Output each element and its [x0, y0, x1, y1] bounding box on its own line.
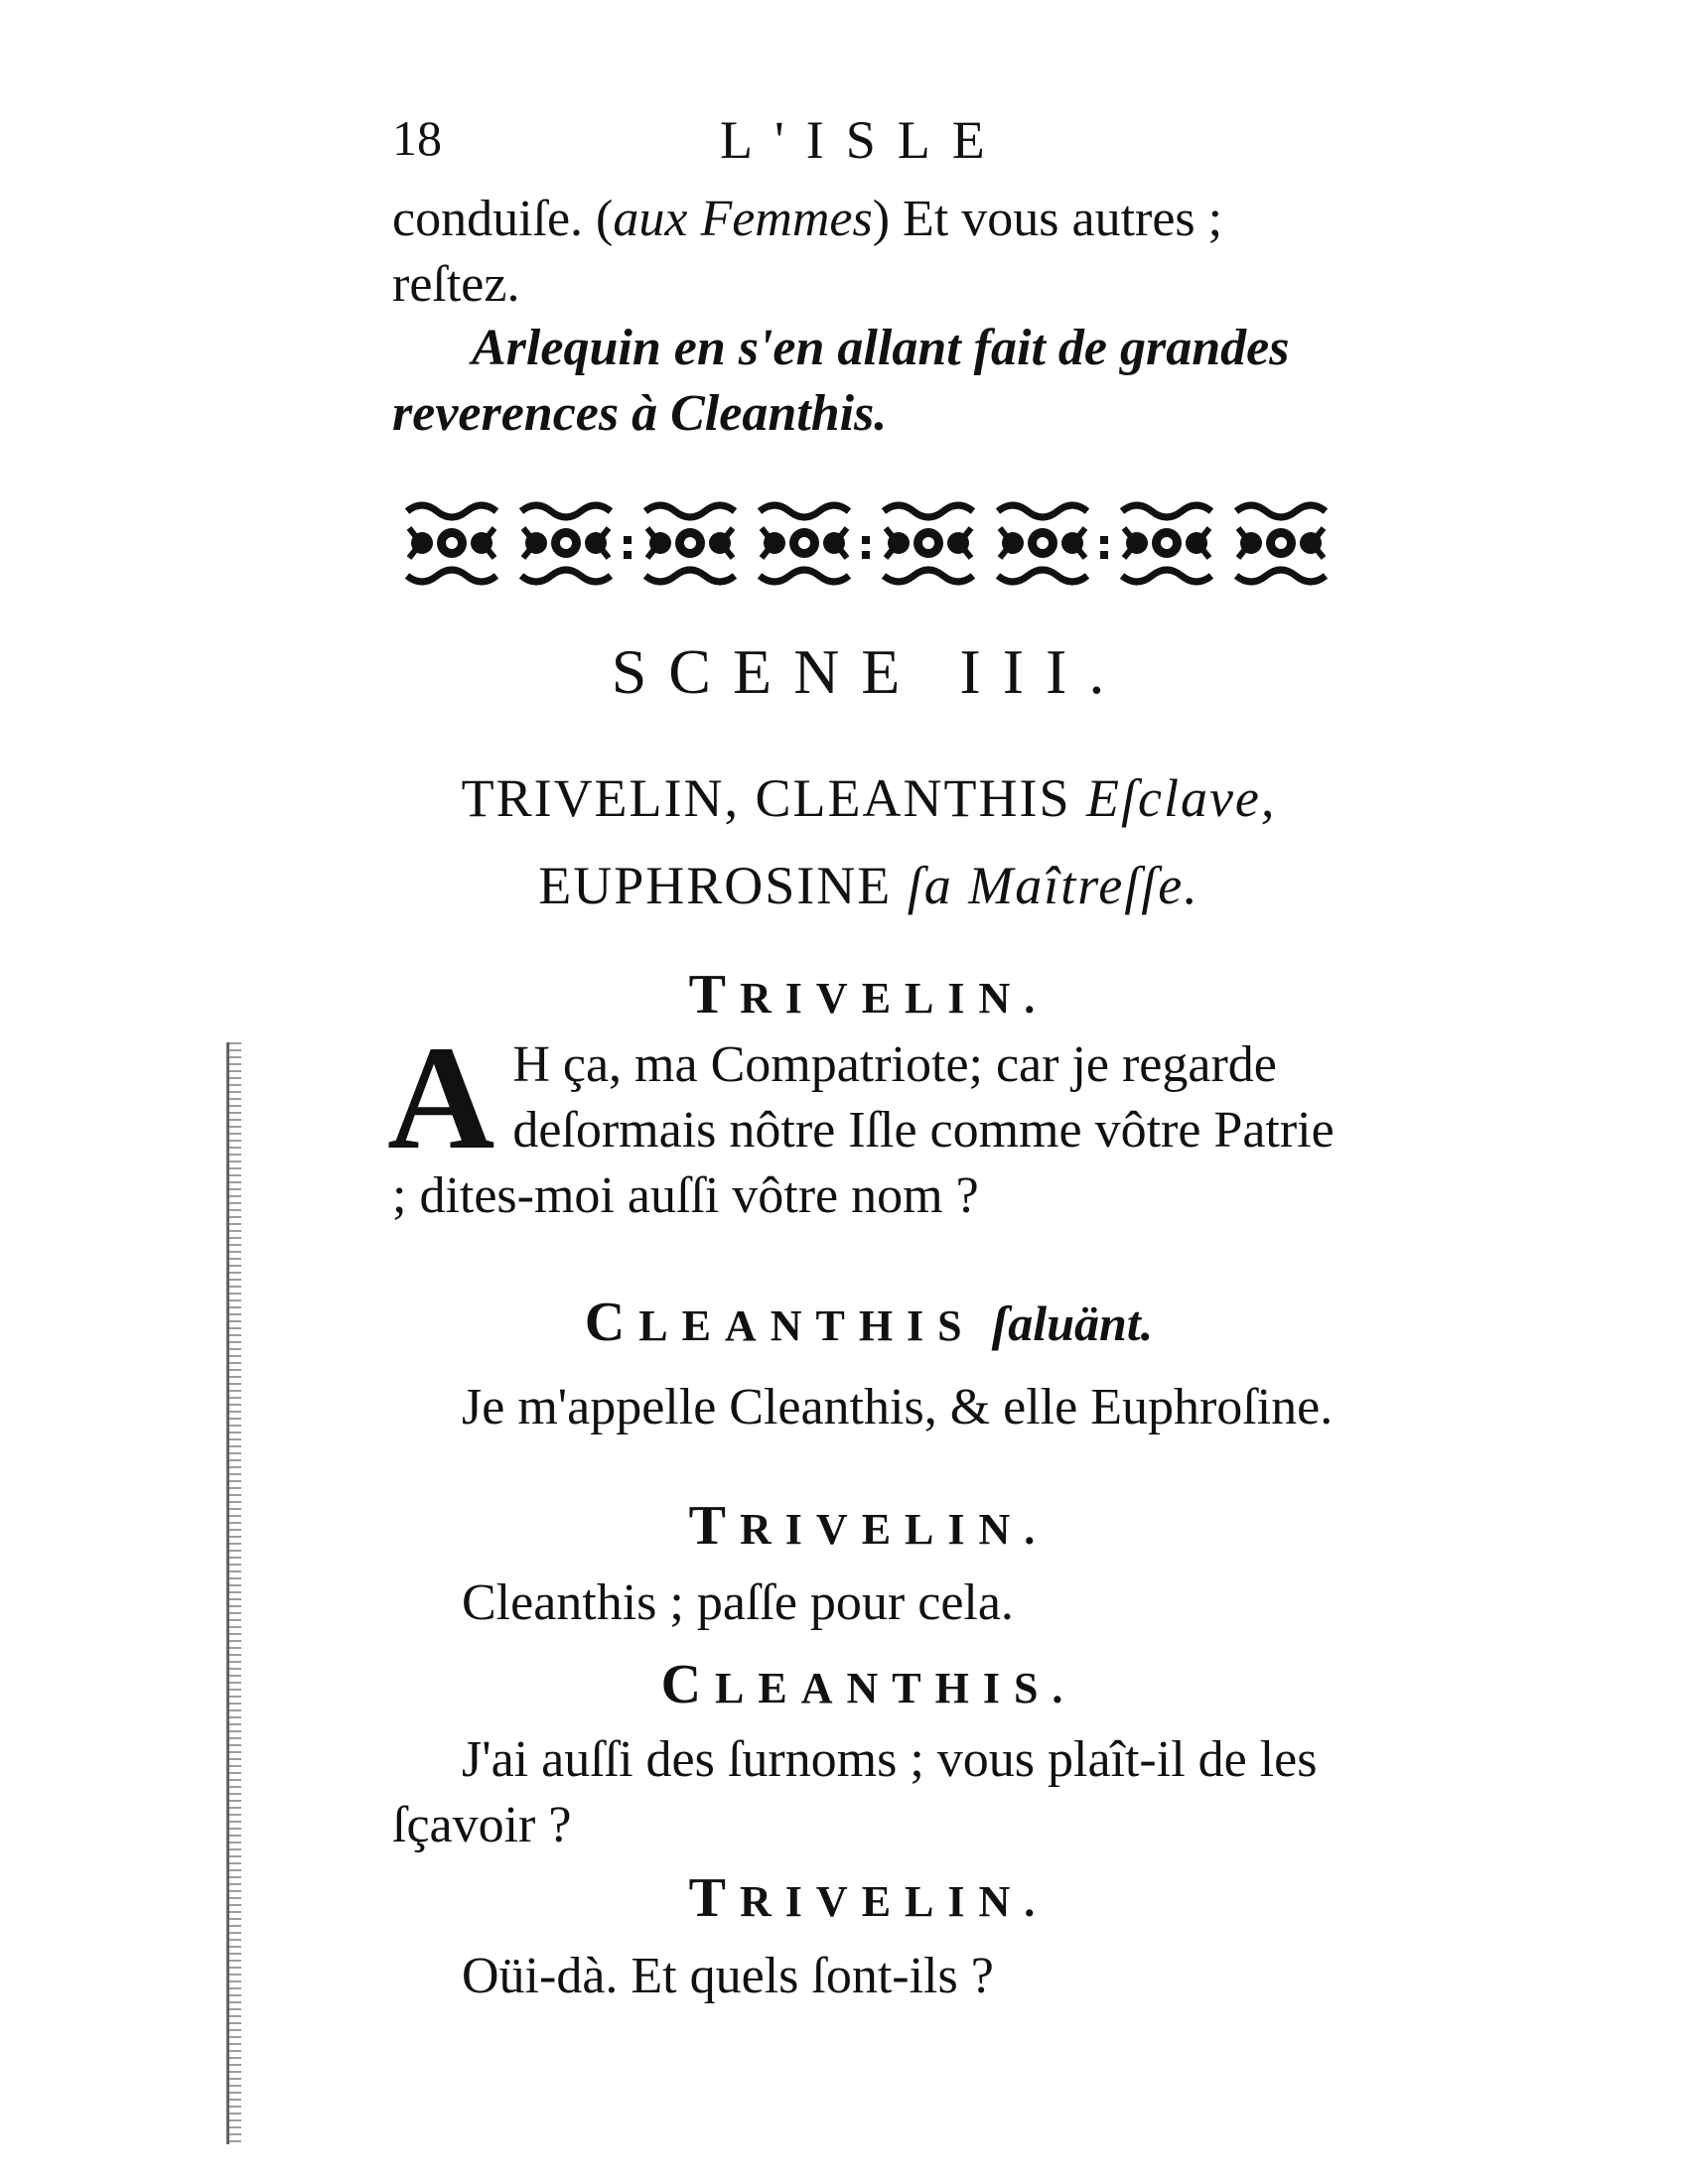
speech-text: A H ça, ma Compatriote; car je regarde deſormais nôtre Iſle comme vôtre Patrie ; dites-moi auſſi vôtre nom ? — [387, 1016, 1335, 1224]
speech-text: Cleanthis ; paſſe pour cela. — [462, 1574, 1014, 1631]
character-trivelin: TRIVELIN, — [461, 768, 741, 828]
character-list — [392, 754, 1345, 929]
stage-direction-inline: ſaluänt. — [991, 1296, 1154, 1351]
carryover-line-2: reſtez. — [392, 256, 520, 313]
binding-edge — [226, 1042, 241, 2144]
carryover-line-1: conduiſe. (aux Femmes) Et vous autres ; — [392, 191, 1223, 247]
speech-text: J'ai auſſi des ſurnoms ; vous plaît-il de les ſçavoir ? — [392, 1731, 1318, 1853]
speech-text: Je m'appelle Cleanthis, & elle Euphroſine. — [462, 1379, 1334, 1435]
running-title: L'ISLE — [720, 110, 1007, 170]
character-line-1 — [392, 754, 1345, 842]
character-euphrosine: EUPHROSINE — [538, 856, 893, 915]
running-head — [392, 109, 1345, 179]
stage-direction: Arlequin en s'en allant fait de grandes reverences à Cleanthis. — [392, 320, 1290, 442]
speaker-heading: CLEANTHIS ſaluänt. — [584, 1292, 1154, 1353]
drop-cap: A — [387, 1016, 495, 1180]
speaker-heading: CLEANTHIS. — [660, 1654, 1077, 1715]
stage-direction-inline: aux Femmes — [613, 191, 873, 247]
speaker-heading: TRIVELIN. — [688, 964, 1050, 1025]
scene-heading: SCENE III. — [611, 636, 1127, 707]
speaker-heading: TRIVELIN. — [688, 1495, 1050, 1557]
speaker-heading: TRIVELIN. — [688, 1867, 1050, 1929]
role-cleanthis: Eſclave, — [1086, 768, 1277, 828]
speech-text: Oüi-dà. Et quels ſont-ils ? — [462, 1948, 994, 2004]
fleuron-band-icon — [397, 496, 1340, 591]
carryover-text — [392, 187, 1345, 318]
character-line-2 — [392, 842, 1345, 929]
role-euphrosine: ſa Maîtreſſe. — [907, 856, 1199, 915]
page-number: 18 — [392, 110, 442, 166]
character-cleanthis: CLEANTHIS — [755, 768, 1071, 828]
